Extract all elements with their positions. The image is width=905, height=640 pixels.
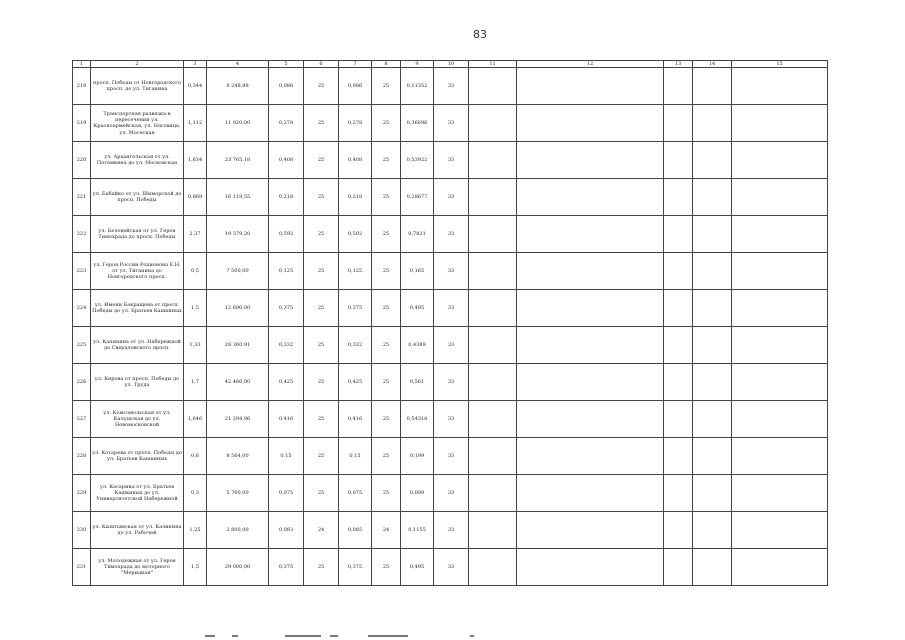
- table-cell: 219: [73, 105, 91, 142]
- table-cell: 0,6: [184, 438, 207, 475]
- table-cell: 1,25: [184, 512, 207, 549]
- empty-cell: [469, 105, 517, 142]
- empty-cell: [732, 512, 828, 549]
- table-cell: 25: [304, 68, 339, 105]
- table-cell: 33: [434, 290, 469, 327]
- table-row: [73, 401, 828, 438]
- empty-cell: [469, 142, 517, 179]
- table-cell: 25: [304, 549, 339, 586]
- road-name-cell: ул. Капинина от ул. Набережной до Свердловского просп.: [91, 327, 184, 364]
- table-cell: 23 765,18: [207, 142, 269, 179]
- empty-cell: [693, 549, 732, 586]
- table-cell: 222: [73, 216, 91, 253]
- empty-cell: [469, 216, 517, 253]
- table-cell: 25: [372, 179, 401, 216]
- column-header: 10: [434, 61, 469, 68]
- table-cell: 223: [73, 253, 91, 290]
- table-cell: 19 379,20: [207, 216, 269, 253]
- table-cell: 0,099: [401, 475, 434, 512]
- empty-cell: [732, 401, 828, 438]
- empty-cell: [732, 290, 828, 327]
- table-row: [73, 290, 828, 327]
- empty-cell: [664, 549, 693, 586]
- table-cell: 0,416: [269, 401, 304, 438]
- table-cell: 25: [372, 549, 401, 586]
- table-cell: 25: [372, 216, 401, 253]
- table-cell: 25: [304, 105, 339, 142]
- empty-cell: [469, 401, 517, 438]
- table-cell: 33: [434, 253, 469, 290]
- table-cell: 1,5: [184, 549, 207, 586]
- table-cell: 25: [372, 475, 401, 512]
- table-row: [73, 253, 828, 290]
- empty-cell: [693, 438, 732, 475]
- column-header: 1: [73, 61, 91, 68]
- empty-cell: [693, 364, 732, 401]
- table-cell: 0,15: [339, 438, 372, 475]
- column-header: 12: [517, 61, 664, 68]
- table-cell: 0,125: [339, 253, 372, 290]
- table-cell: 0,375: [269, 290, 304, 327]
- empty-cell: [517, 253, 664, 290]
- table-cell: 224: [73, 290, 91, 327]
- table-cell: 218: [73, 68, 91, 105]
- table-row: [73, 68, 828, 105]
- column-header: 3: [184, 61, 207, 68]
- table-cell: 42 466,00: [207, 364, 269, 401]
- table-cell: 33: [434, 179, 469, 216]
- table-row: [73, 142, 828, 179]
- table-cell: 33: [434, 105, 469, 142]
- table-cell: 0,7821: [401, 216, 434, 253]
- column-header: 8: [372, 61, 401, 68]
- table-cell: 0,218: [339, 179, 372, 216]
- road-name-cell: ул. Кирова от просп. Победы до ул. Труда: [91, 364, 184, 401]
- table-cell: 28 360,91: [207, 327, 269, 364]
- table-cell: 7 500,00: [207, 253, 269, 290]
- scan-mark: [232, 635, 238, 637]
- table-cell: 0,5: [184, 253, 207, 290]
- empty-cell: [517, 401, 664, 438]
- empty-cell: [517, 438, 664, 475]
- table-cell: 25: [304, 438, 339, 475]
- table-cell: 0,408: [339, 142, 372, 179]
- table-cell: 25: [304, 364, 339, 401]
- table-cell: 0,408: [269, 142, 304, 179]
- table-cell: 0,416: [339, 401, 372, 438]
- scan-mark: [470, 635, 474, 637]
- empty-cell: [469, 475, 517, 512]
- table-cell: 0,592: [269, 216, 304, 253]
- header-row: [73, 61, 828, 68]
- table-cell: 0,36696: [401, 105, 434, 142]
- table-cell: 0,085: [339, 512, 372, 549]
- empty-cell: [469, 549, 517, 586]
- table-cell: 16 119,55: [207, 179, 269, 216]
- table-cell: 0,4389: [401, 327, 434, 364]
- table-cell: 33: [434, 475, 469, 512]
- table-cell: 0,425: [269, 364, 304, 401]
- table-cell: 11 920,00: [207, 105, 269, 142]
- table-cell: 0,332: [269, 327, 304, 364]
- empty-cell: [664, 327, 693, 364]
- empty-cell: [469, 512, 517, 549]
- table-cell: 226: [73, 364, 91, 401]
- empty-cell: [693, 475, 732, 512]
- road-name-cell: ул. Имени Бакращева от просп. Победы до ул. Братьев Кашкиных: [91, 290, 184, 327]
- table-cell: 0,375: [339, 290, 372, 327]
- table-cell: 0,083: [269, 512, 304, 549]
- table-cell: 25: [304, 290, 339, 327]
- table-cell: 0,561: [401, 364, 434, 401]
- table-cell: 229: [73, 475, 91, 512]
- table-cell: 33: [434, 401, 469, 438]
- empty-cell: [732, 105, 828, 142]
- table-cell: 231: [73, 549, 91, 586]
- empty-cell: [469, 327, 517, 364]
- empty-cell: [517, 475, 664, 512]
- empty-cell: [693, 179, 732, 216]
- empty-cell: [732, 179, 828, 216]
- data-table: [72, 60, 828, 586]
- table-cell: 8 564,00: [207, 438, 269, 475]
- empty-cell: [693, 512, 732, 549]
- table-cell: 33: [434, 68, 469, 105]
- road-name-cell: ул. Беловейская от ул. Героя Тимохрада до просп. Победы: [91, 216, 184, 253]
- empty-cell: [664, 364, 693, 401]
- table-cell: 0,3: [184, 475, 207, 512]
- table-cell: 21 294,96: [207, 401, 269, 438]
- table-cell: 2 800,00: [207, 512, 269, 549]
- table-cell: 33: [434, 364, 469, 401]
- road-name-cell: ул. Комсомольская от ул. Калушская до ул. Новомосковской: [91, 401, 184, 438]
- table-cell: 25: [304, 179, 339, 216]
- column-header: 7: [339, 61, 372, 68]
- table-cell: 0,278: [339, 105, 372, 142]
- table-cell: 33: [434, 549, 469, 586]
- empty-cell: [693, 68, 732, 105]
- table-row: [73, 364, 828, 401]
- table-cell: 0,344: [184, 68, 207, 105]
- table-cell: 1,5: [184, 290, 207, 327]
- table-cell: 25: [372, 327, 401, 364]
- column-header: 2: [91, 61, 184, 68]
- empty-cell: [693, 253, 732, 290]
- table-cell: 0,15: [269, 438, 304, 475]
- table-cell: 0,495: [401, 290, 434, 327]
- empty-cell: [517, 105, 664, 142]
- table-cell: 0,869: [184, 179, 207, 216]
- road-name-cell: просп. Победы от Новгородского просп. до ул. Тиганина: [91, 68, 184, 105]
- table-cell: 5 760,00: [207, 475, 269, 512]
- table-cell: 228: [73, 438, 91, 475]
- empty-cell: [469, 179, 517, 216]
- table-cell: 1,634: [184, 142, 207, 179]
- table-cell: 0,278: [269, 105, 304, 142]
- column-header: 4: [207, 61, 269, 68]
- road-name-cell: ул. Бабайко от ул. Шиморской до просп. Победы: [91, 179, 184, 216]
- table-cell: 0,075: [269, 475, 304, 512]
- empty-cell: [517, 142, 664, 179]
- table-row: [73, 475, 828, 512]
- column-header: 15: [732, 61, 828, 68]
- table-cell: 25: [304, 253, 339, 290]
- empty-cell: [732, 438, 828, 475]
- empty-cell: [517, 549, 664, 586]
- table-cell: 0,28677: [401, 179, 434, 216]
- table-cell: 0,54318: [401, 401, 434, 438]
- empty-cell: [664, 216, 693, 253]
- scan-mark: [368, 635, 408, 637]
- table-cell: 33: [434, 142, 469, 179]
- empty-cell: [664, 105, 693, 142]
- empty-cell: [693, 105, 732, 142]
- table-cell: 25: [304, 142, 339, 179]
- road-name-cell: ул. Героя России Родионова Е.Н. от ул. Тиганина до Новгородского просп.: [91, 253, 184, 290]
- table-cell: 0,086: [269, 68, 304, 105]
- table-cell: 0,425: [339, 364, 372, 401]
- table-cell: 24: [304, 512, 339, 549]
- table-cell: 1,33: [184, 327, 207, 364]
- empty-cell: [693, 142, 732, 179]
- table-cell: 25: [372, 290, 401, 327]
- table-cell: 25: [304, 216, 339, 253]
- empty-cell: [693, 290, 732, 327]
- column-header: 5: [269, 61, 304, 68]
- column-header: 13: [664, 61, 693, 68]
- table-row: [73, 105, 828, 142]
- table-cell: 0,375: [269, 549, 304, 586]
- empty-cell: [664, 290, 693, 327]
- scan-mark: [330, 635, 338, 637]
- empty-cell: [693, 327, 732, 364]
- table-cell: 0,218: [269, 179, 304, 216]
- table-cell: 1,112: [184, 105, 207, 142]
- empty-cell: [664, 68, 693, 105]
- empty-cell: [693, 216, 732, 253]
- empty-cell: [732, 253, 828, 290]
- table-cell: 25: [372, 364, 401, 401]
- empty-cell: [517, 512, 664, 549]
- scan-mark: [285, 635, 321, 637]
- table-cell: 25: [372, 438, 401, 475]
- column-header: 14: [693, 61, 732, 68]
- table-cell: 25: [372, 253, 401, 290]
- scan-mark: [205, 635, 215, 637]
- empty-cell: [732, 216, 828, 253]
- table-cell: 225: [73, 327, 91, 364]
- table-cell: 220: [73, 142, 91, 179]
- empty-cell: [664, 142, 693, 179]
- table-cell: 25: [304, 475, 339, 512]
- road-name-cell: ул. Косарина от ул. Братьев Кашкиных до ул. Университетской Набережной: [91, 475, 184, 512]
- empty-cell: [664, 179, 693, 216]
- table-cell: 2,37: [184, 216, 207, 253]
- table-row: [73, 216, 828, 253]
- table-cell: 221: [73, 179, 91, 216]
- empty-cell: [664, 253, 693, 290]
- empty-cell: [517, 216, 664, 253]
- road-name-cell: ул. Молодежная от ул. Героя Тимохрада до моторного "Меридиан": [91, 549, 184, 586]
- table-cell: 0,165: [401, 253, 434, 290]
- table-cell: 0,075: [339, 475, 372, 512]
- empty-cell: [517, 68, 664, 105]
- table-cell: 0,1155: [401, 512, 434, 549]
- table-cell: 33: [434, 438, 469, 475]
- table-cell: 0,11352: [401, 68, 434, 105]
- empty-cell: [517, 290, 664, 327]
- table-cell: 25: [372, 105, 401, 142]
- road-name-cell: ул. Кыштымская от ул. Калинина до ул. Рабочей: [91, 512, 184, 549]
- road-name-cell: ул. Котарева от просп. Победы до ул. Братьев Кашкиных: [91, 438, 184, 475]
- table-cell: 0,53922: [401, 142, 434, 179]
- table-cell: 1,7: [184, 364, 207, 401]
- table-cell: 0,592: [339, 216, 372, 253]
- table-cell: 0,332: [339, 327, 372, 364]
- table-cell: 25: [372, 68, 401, 105]
- empty-cell: [664, 401, 693, 438]
- table-cell: 227: [73, 401, 91, 438]
- table-cell: 230: [73, 512, 91, 549]
- table-cell: 0,375: [339, 549, 372, 586]
- empty-cell: [732, 68, 828, 105]
- table-cell: 29 000,00: [207, 549, 269, 586]
- empty-cell: [469, 253, 517, 290]
- table-cell: 24: [372, 512, 401, 549]
- page-number: 83: [473, 28, 487, 41]
- empty-cell: [732, 364, 828, 401]
- empty-cell: [469, 290, 517, 327]
- empty-cell: [469, 364, 517, 401]
- empty-cell: [517, 327, 664, 364]
- road-name-cell: ул. Архангельская от ул. Потемкина до ул. Московская: [91, 142, 184, 179]
- empty-cell: [664, 438, 693, 475]
- empty-cell: [732, 327, 828, 364]
- table-cell: 33: [434, 327, 469, 364]
- table-cell: 33: [434, 512, 469, 549]
- empty-cell: [732, 142, 828, 179]
- empty-cell: [732, 549, 828, 586]
- table-row: [73, 549, 828, 586]
- table-cell: 0,086: [339, 68, 372, 105]
- table-row: [73, 327, 828, 364]
- road-name-cell: Транспортная развязка в пересечении ул. Красноармейская, ул. Наговица, ул. Мосеская: [91, 105, 184, 142]
- table-row: [73, 179, 828, 216]
- empty-cell: [517, 179, 664, 216]
- table-cell: 8 248,88: [207, 68, 269, 105]
- table-row: [73, 438, 828, 475]
- table-row: [73, 512, 828, 549]
- empty-cell: [693, 401, 732, 438]
- table-cell: 0,199: [401, 438, 434, 475]
- table-cell: 1,646: [184, 401, 207, 438]
- table-cell: 25: [304, 327, 339, 364]
- table-cell: 12 690,00: [207, 290, 269, 327]
- empty-cell: [469, 438, 517, 475]
- empty-cell: [517, 364, 664, 401]
- table-cell: 33: [434, 216, 469, 253]
- table-cell: 25: [304, 401, 339, 438]
- empty-cell: [732, 475, 828, 512]
- column-header: 9: [401, 61, 434, 68]
- empty-cell: [664, 475, 693, 512]
- table-cell: 0,125: [269, 253, 304, 290]
- table-cell: 25: [372, 142, 401, 179]
- column-header: 6: [304, 61, 339, 68]
- empty-cell: [469, 68, 517, 105]
- table-cell: 0,495: [401, 549, 434, 586]
- table-cell: 25: [372, 401, 401, 438]
- column-header: 11: [469, 61, 517, 68]
- empty-cell: [664, 512, 693, 549]
